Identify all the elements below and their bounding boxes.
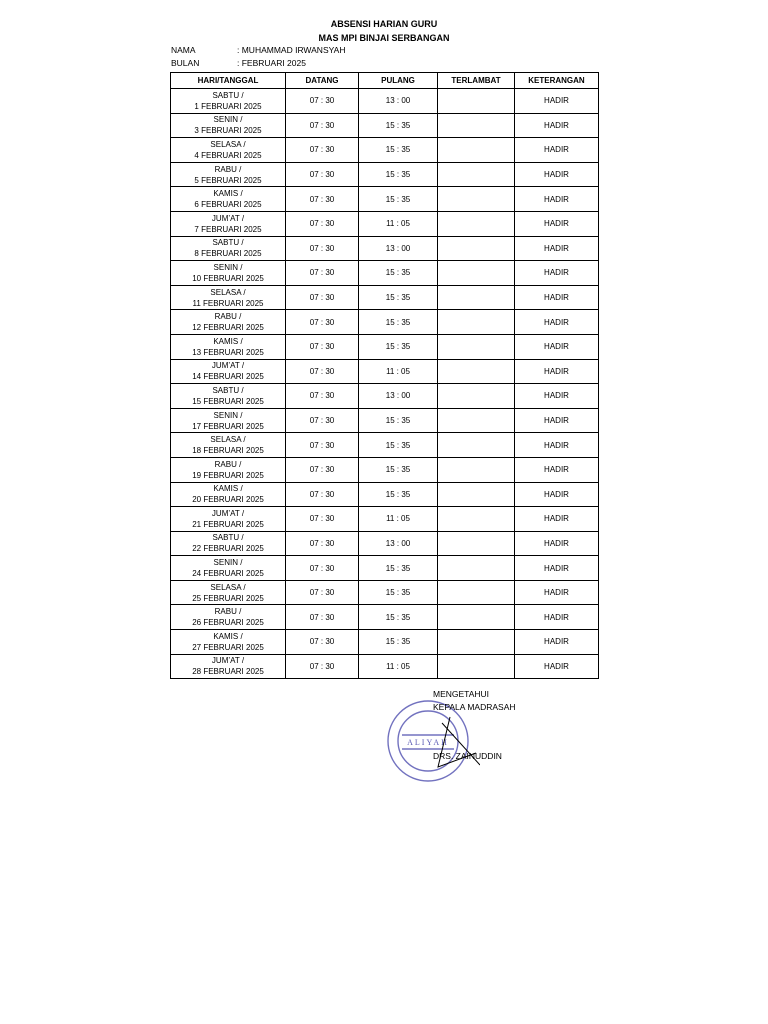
day-label: SELASA /	[210, 435, 246, 445]
attendance-table	[170, 72, 599, 679]
cell-datang: 07 : 30	[286, 334, 359, 359]
table-row	[171, 580, 599, 605]
cell-keterangan: HADIR	[515, 187, 599, 212]
day-label: RABU /	[214, 312, 242, 322]
cell-keterangan: HADIR	[515, 482, 599, 507]
table-row	[171, 433, 599, 458]
cell-pulang: 11 : 05	[359, 507, 438, 532]
table-row	[171, 236, 599, 261]
cell-pulang: 13 : 00	[359, 89, 438, 114]
cell-keterangan: HADIR	[515, 457, 599, 482]
cell-pulang: 15 : 35	[359, 457, 438, 482]
cell-keterangan: HADIR	[515, 113, 599, 138]
cell-keterangan: HADIR	[515, 162, 599, 187]
date-label: 18 FEBRUARI 2025	[192, 446, 264, 456]
cell-pulang: 11 : 05	[359, 359, 438, 384]
cell-datang: 07 : 30	[286, 384, 359, 409]
cell-pulang: 15 : 35	[359, 482, 438, 507]
cell-pulang: 13 : 00	[359, 531, 438, 556]
cell-datang: 07 : 30	[286, 580, 359, 605]
day-label: SELASA /	[210, 287, 246, 297]
cell-datang: 07 : 30	[286, 187, 359, 212]
date-label: 1 FEBRUARI 2025	[194, 101, 262, 111]
cell-terlambat	[438, 556, 515, 581]
cell-keterangan: HADIR	[515, 211, 599, 236]
day-label: JUM’AT /	[211, 361, 245, 371]
column-header: KETERANGAN	[515, 73, 599, 89]
cell-terlambat	[438, 187, 515, 212]
column-header: DATANG	[286, 73, 359, 89]
cell-keterangan: HADIR	[515, 236, 599, 261]
column-header: HARI/TANGGAL	[171, 73, 286, 89]
day-label: SABTU /	[212, 238, 244, 248]
cell-hari-tanggal	[171, 654, 286, 679]
date-label: 10 FEBRUARI 2025	[192, 273, 264, 283]
cell-pulang: 15 : 35	[359, 162, 438, 187]
table-row	[171, 261, 599, 286]
table-row	[171, 310, 599, 335]
cell-pulang: 13 : 00	[359, 236, 438, 261]
date-label: 13 FEBRUARI 2025	[192, 347, 264, 357]
cell-keterangan: HADIR	[515, 359, 599, 384]
day-label: KAMIS /	[213, 336, 243, 346]
day-label: RABU /	[214, 164, 242, 174]
table-row	[171, 482, 599, 507]
cell-hari-tanggal	[171, 310, 286, 335]
day-label: SABTU /	[212, 385, 244, 395]
cell-keterangan: HADIR	[515, 433, 599, 458]
cell-terlambat	[438, 310, 515, 335]
table-row	[171, 654, 599, 679]
cell-datang: 07 : 30	[286, 89, 359, 114]
date-label: 11 FEBRUARI 2025	[192, 298, 264, 308]
day-label: JUM’AT /	[211, 213, 245, 223]
cell-terlambat	[438, 359, 515, 384]
cell-datang: 07 : 30	[286, 507, 359, 532]
nama-label: NAMA	[171, 45, 196, 55]
date-label: 19 FEBRUARI 2025	[192, 470, 264, 480]
cell-pulang: 15 : 35	[359, 605, 438, 630]
cell-pulang: 15 : 35	[359, 261, 438, 286]
cell-hari-tanggal	[171, 408, 286, 433]
table-row	[171, 630, 599, 655]
date-label: 6 FEBRUARI 2025	[194, 200, 262, 210]
day-label: SENIN /	[213, 410, 243, 420]
cell-terlambat	[438, 211, 515, 236]
date-label: 21 FEBRUARI 2025	[192, 519, 264, 529]
cell-terlambat	[438, 580, 515, 605]
cell-terlambat	[438, 334, 515, 359]
cell-hari-tanggal	[171, 531, 286, 556]
date-label: 17 FEBRUARI 2025	[192, 421, 264, 431]
table-row	[171, 384, 599, 409]
day-label: SELASA /	[210, 582, 246, 592]
cell-keterangan: HADIR	[515, 507, 599, 532]
cell-datang: 07 : 30	[286, 556, 359, 581]
table-row	[171, 334, 599, 359]
cell-pulang: 15 : 35	[359, 580, 438, 605]
cell-hari-tanggal	[171, 433, 286, 458]
table-row	[171, 138, 599, 163]
bulan-label: BULAN	[171, 58, 200, 68]
day-label: JUM’AT /	[211, 508, 245, 518]
cell-hari-tanggal	[171, 359, 286, 384]
cell-datang: 07 : 30	[286, 285, 359, 310]
day-label: KAMIS /	[213, 189, 243, 199]
day-label: JUM’AT /	[211, 656, 245, 666]
column-header: TERLAMBAT	[438, 73, 515, 89]
signature-name: DRS. ZAINUDDIN	[433, 751, 502, 761]
cell-hari-tanggal	[171, 334, 286, 359]
cell-terlambat	[438, 482, 515, 507]
cell-datang: 07 : 30	[286, 261, 359, 286]
cell-terlambat	[438, 384, 515, 409]
cell-keterangan: HADIR	[515, 384, 599, 409]
day-label: KAMIS /	[213, 631, 243, 641]
signature-line-2: KEPALA MADRASAH	[433, 702, 516, 712]
cell-datang: 07 : 30	[286, 162, 359, 187]
cell-datang: 07 : 30	[286, 113, 359, 138]
cell-keterangan: HADIR	[515, 605, 599, 630]
cell-datang: 07 : 30	[286, 630, 359, 655]
document-title: ABSENSI HARIAN GURU	[330, 19, 438, 29]
cell-datang: 07 : 30	[286, 531, 359, 556]
table-row	[171, 531, 599, 556]
table-row	[171, 162, 599, 187]
cell-pulang: 15 : 35	[359, 630, 438, 655]
date-label: 8 FEBRUARI 2025	[194, 249, 262, 259]
day-label: RABU /	[214, 607, 242, 617]
cell-terlambat	[438, 162, 515, 187]
cell-keterangan: HADIR	[515, 654, 599, 679]
date-label: 14 FEBRUARI 2025	[192, 372, 264, 382]
cell-pulang: 15 : 35	[359, 285, 438, 310]
cell-terlambat	[438, 261, 515, 286]
cell-pulang: 11 : 05	[359, 211, 438, 236]
table-row	[171, 605, 599, 630]
cell-hari-tanggal	[171, 261, 286, 286]
cell-datang: 07 : 30	[286, 457, 359, 482]
cell-pulang: 11 : 05	[359, 654, 438, 679]
cell-terlambat	[438, 89, 515, 114]
cell-terlambat	[438, 408, 515, 433]
signature-line-1: MENGETAHUI	[433, 689, 490, 699]
cell-datang: 07 : 30	[286, 211, 359, 236]
cell-keterangan: HADIR	[515, 408, 599, 433]
table-row	[171, 187, 599, 212]
date-label: 27 FEBRUARI 2025	[192, 642, 264, 652]
table-row	[171, 408, 599, 433]
cell-hari-tanggal	[171, 580, 286, 605]
cell-terlambat	[438, 605, 515, 630]
cell-datang: 07 : 30	[286, 138, 359, 163]
table-row	[171, 556, 599, 581]
cell-hari-tanggal	[171, 630, 286, 655]
cell-pulang: 15 : 35	[359, 113, 438, 138]
bulan-value: : FEBRUARI 2025	[237, 58, 306, 68]
cell-hari-tanggal	[171, 605, 286, 630]
document-subtitle: MAS MPI BINJAI SERBANGAN	[318, 33, 450, 43]
cell-hari-tanggal	[171, 162, 286, 187]
cell-terlambat	[438, 138, 515, 163]
cell-pulang: 13 : 00	[359, 384, 438, 409]
meta-bulan	[171, 58, 306, 68]
cell-pulang: 15 : 35	[359, 187, 438, 212]
svg-text:ALIYAH: ALIYAH	[407, 738, 449, 747]
cell-keterangan: HADIR	[515, 334, 599, 359]
day-label: SENIN /	[213, 262, 243, 272]
day-label: SABTU /	[212, 90, 244, 100]
cell-hari-tanggal	[171, 507, 286, 532]
cell-pulang: 15 : 35	[359, 408, 438, 433]
column-header: PULANG	[359, 73, 438, 89]
cell-keterangan: HADIR	[515, 89, 599, 114]
date-label: 25 FEBRUARI 2025	[192, 593, 264, 603]
table-row	[171, 113, 599, 138]
cell-terlambat	[438, 433, 515, 458]
cell-hari-tanggal	[171, 138, 286, 163]
cell-keterangan: HADIR	[515, 556, 599, 581]
table-row	[171, 359, 599, 384]
date-label: 12 FEBRUARI 2025	[192, 323, 264, 333]
cell-hari-tanggal	[171, 113, 286, 138]
cell-hari-tanggal	[171, 236, 286, 261]
cell-pulang: 15 : 35	[359, 310, 438, 335]
cell-terlambat	[438, 285, 515, 310]
cell-terlambat	[438, 113, 515, 138]
cell-hari-tanggal	[171, 89, 286, 114]
table-row	[171, 211, 599, 236]
day-label: SENIN /	[213, 115, 243, 125]
meta-nama	[171, 45, 345, 55]
cell-hari-tanggal	[171, 211, 286, 236]
cell-keterangan: HADIR	[515, 310, 599, 335]
date-label: 7 FEBRUARI 2025	[194, 224, 262, 234]
table-body	[171, 89, 599, 679]
date-label: 26 FEBRUARI 2025	[192, 618, 264, 628]
date-label: 15 FEBRUARI 2025	[192, 396, 264, 406]
date-label: 22 FEBRUARI 2025	[192, 544, 264, 554]
nama-value: : MUHAMMAD IRWANSYAH	[237, 45, 346, 55]
day-label: SENIN /	[213, 558, 243, 568]
cell-keterangan: HADIR	[515, 531, 599, 556]
cell-keterangan: HADIR	[515, 630, 599, 655]
cell-datang: 07 : 30	[286, 433, 359, 458]
cell-hari-tanggal	[171, 457, 286, 482]
cell-pulang: 15 : 35	[359, 138, 438, 163]
cell-terlambat	[438, 630, 515, 655]
cell-terlambat	[438, 531, 515, 556]
table-row	[171, 457, 599, 482]
cell-hari-tanggal	[171, 482, 286, 507]
cell-keterangan: HADIR	[515, 285, 599, 310]
cell-datang: 07 : 30	[286, 359, 359, 384]
cell-datang: 07 : 30	[286, 236, 359, 261]
cell-pulang: 15 : 35	[359, 433, 438, 458]
table-row	[171, 285, 599, 310]
cell-terlambat	[438, 507, 515, 532]
cell-keterangan: HADIR	[515, 138, 599, 163]
cell-terlambat	[438, 236, 515, 261]
cell-hari-tanggal	[171, 384, 286, 409]
table-row	[171, 507, 599, 532]
day-label: RABU /	[214, 459, 242, 469]
day-label: KAMIS /	[213, 484, 243, 494]
cell-terlambat	[438, 457, 515, 482]
date-label: 5 FEBRUARI 2025	[194, 175, 262, 185]
cell-datang: 07 : 30	[286, 654, 359, 679]
cell-pulang: 15 : 35	[359, 334, 438, 359]
date-label: 20 FEBRUARI 2025	[192, 495, 264, 505]
cell-hari-tanggal	[171, 285, 286, 310]
cell-hari-tanggal	[171, 556, 286, 581]
cell-datang: 07 : 30	[286, 482, 359, 507]
date-label: 4 FEBRUARI 2025	[194, 150, 262, 160]
cell-terlambat	[438, 654, 515, 679]
day-label: SELASA /	[210, 139, 246, 149]
cell-hari-tanggal	[171, 187, 286, 212]
cell-pulang: 15 : 35	[359, 556, 438, 581]
date-label: 28 FEBRUARI 2025	[192, 667, 264, 677]
cell-datang: 07 : 30	[286, 605, 359, 630]
cell-datang: 07 : 30	[286, 310, 359, 335]
cell-keterangan: HADIR	[515, 261, 599, 286]
cell-keterangan: HADIR	[515, 580, 599, 605]
date-label: 3 FEBRUARI 2025	[194, 126, 262, 136]
table-row	[171, 89, 599, 114]
date-label: 24 FEBRUARI 2025	[192, 569, 264, 579]
day-label: SABTU /	[212, 533, 244, 543]
cell-datang: 07 : 30	[286, 408, 359, 433]
table-header-row	[171, 73, 599, 89]
